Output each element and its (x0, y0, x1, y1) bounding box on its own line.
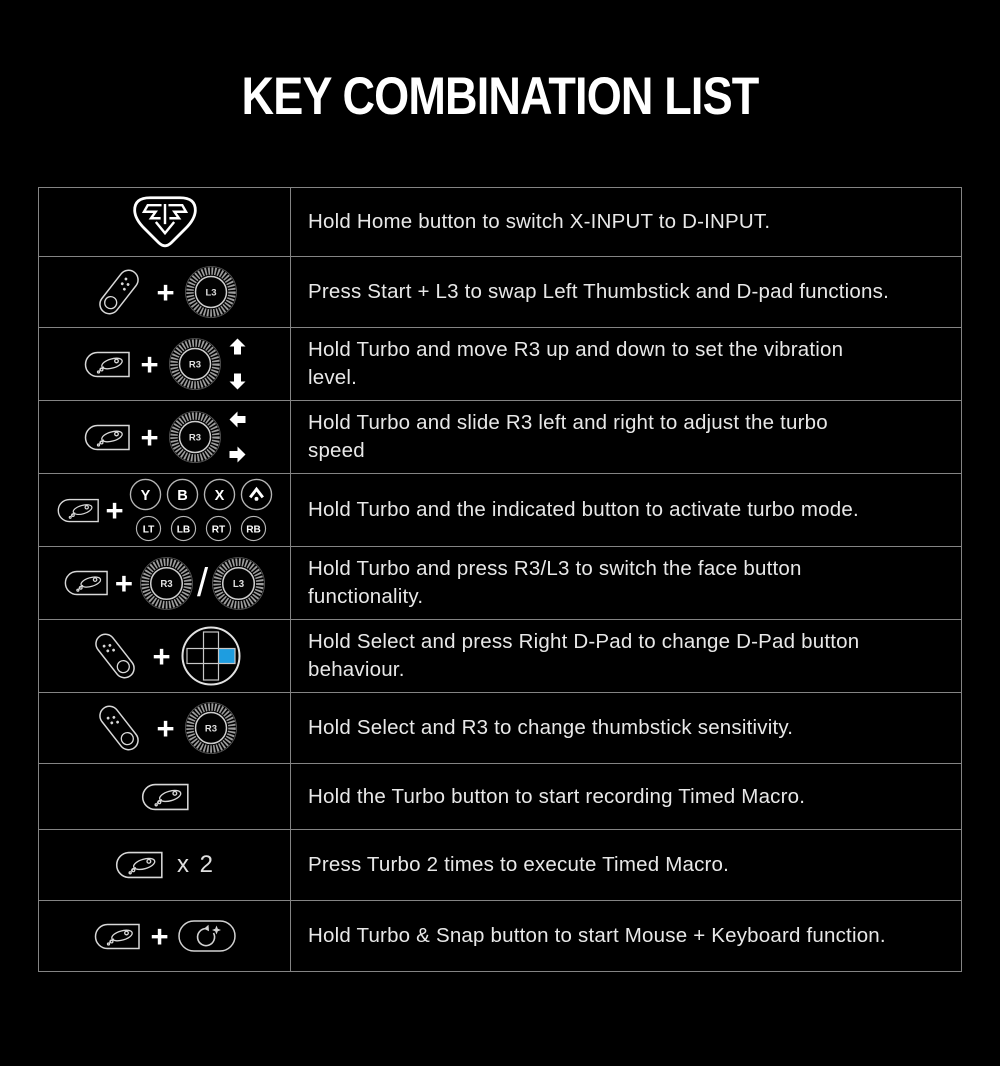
turbo-button-icon (63, 570, 109, 596)
home-logo-icon (127, 194, 203, 250)
combo-cell (39, 830, 291, 900)
table-row (39, 400, 961, 473)
face-buttons-group (129, 478, 273, 542)
svg-text:LB: LB (176, 524, 190, 536)
plus-separator: + (152, 638, 171, 674)
arrow-down-icon (229, 373, 246, 390)
description-cell (291, 474, 961, 546)
combo-description: Hold Turbo and the indicated button to activate turbo mode. (308, 498, 859, 521)
snap-button-icon (178, 920, 236, 952)
thumbstick-label: L3 (232, 578, 245, 590)
select-button-icon (87, 628, 143, 684)
thumbstick-label: L3 (205, 287, 217, 299)
combo-description: Hold the Turbo button to start recording Timed Macro. (308, 784, 806, 808)
description-cell (291, 547, 961, 619)
select-button-icon (91, 700, 147, 756)
shoulder-button-lb (170, 515, 197, 542)
turbo-button-icon (93, 923, 141, 950)
table-row (39, 829, 961, 900)
thumbstick-label: R3 (160, 578, 173, 590)
page-title: KEY COMBINATION LIST (241, 67, 759, 126)
combo-description: level. (308, 366, 358, 389)
description-cell (291, 188, 961, 256)
face-button-x (203, 478, 236, 511)
combo-description: Press Start + L3 to swap Left Thumbstick and D-pad functions. (308, 280, 889, 303)
thumbstick-l3-icon (184, 265, 238, 319)
arrow-left-icon (229, 411, 246, 428)
table-row (39, 619, 961, 692)
leftright-arrows (229, 411, 246, 463)
svg-text:Y: Y (140, 487, 150, 504)
plus-separator: + (140, 346, 159, 382)
combo-cell (39, 693, 291, 763)
table-row (39, 763, 961, 829)
combo-cell (39, 620, 291, 692)
description-cell (291, 830, 961, 900)
table-row (39, 546, 961, 619)
description-cell (291, 693, 961, 763)
table-row (39, 692, 961, 763)
combo-cell (39, 401, 291, 473)
slash-separator: / (196, 561, 209, 605)
combo-description: Hold Select and press Right D-Pad to change D-Pad button (308, 630, 860, 653)
combo-cell (39, 188, 291, 256)
svg-text:RT: RT (211, 524, 225, 536)
turbo-button-icon (83, 424, 131, 451)
description-cell (291, 620, 961, 692)
combo-cell (39, 474, 291, 546)
thumbstick-l3-icon (211, 556, 266, 611)
combo-description: behaviour. (308, 658, 405, 681)
combo-cell (39, 547, 291, 619)
plus-separator: + (105, 492, 124, 528)
combo-cell (39, 764, 291, 829)
combo-description: Hold Turbo and press R3/L3 to switch the face button (308, 557, 802, 580)
plus-separator: + (156, 710, 175, 746)
combo-description: Hold Turbo and move R3 up and down to set the vibration (308, 338, 844, 361)
plus-separator: + (140, 419, 159, 455)
svg-text:B: B (176, 487, 188, 504)
combo-description: Hold Select and R3 to change thumbstick sensitivity. (308, 716, 794, 739)
shoulder-button-lt (135, 515, 162, 542)
face-button-a (240, 478, 273, 511)
combo-description: functionality. (308, 585, 424, 608)
plus-separator: + (156, 274, 175, 310)
key-combination-table (38, 187, 962, 972)
times-2-label: x 2 (176, 851, 215, 878)
description-cell (291, 764, 961, 829)
table-row (39, 188, 961, 256)
dpad-right-icon (180, 625, 242, 687)
table-row (39, 900, 961, 971)
thumbstick-r3-icon (184, 701, 238, 755)
svg-text:LT: LT (142, 524, 154, 536)
turbo-button-icon (140, 783, 190, 811)
description-cell (291, 328, 961, 400)
shoulder-button-rt (205, 515, 232, 542)
table-row (39, 256, 961, 327)
table-row (39, 473, 961, 546)
combo-description: Hold Turbo and slide R3 left and right to adjust the turbo (308, 411, 828, 434)
arrow-right-icon (229, 446, 246, 463)
combo-description: Hold Turbo & Snap button to start Mouse + Keyboard function. (308, 924, 886, 947)
table-row (39, 327, 961, 400)
combo-description: Press Turbo 2 times to execute Timed Macro. (308, 853, 730, 876)
combo-description: speed (308, 439, 365, 462)
plus-separator: + (150, 918, 169, 954)
thumbstick-label: R3 (188, 432, 201, 444)
updown-arrows (229, 338, 246, 390)
shoulder-button-rb (240, 515, 267, 542)
turbo-button-icon (56, 498, 100, 523)
plus-separator: + (114, 565, 133, 601)
thumbstick-r3-icon (168, 410, 222, 464)
combo-description: Hold Home button to switch X-INPUT to D-INPUT. (308, 210, 771, 233)
description-cell (291, 401, 961, 473)
description-cell (291, 901, 961, 971)
dpad-right-highlight (218, 649, 234, 664)
svg-text:X: X (214, 487, 224, 504)
arrow-up-icon (229, 338, 246, 355)
combo-cell (39, 901, 291, 971)
svg-text:RB: RB (245, 524, 261, 536)
thumbstick-label: R3 (204, 723, 217, 735)
thumbstick-label: R3 (188, 359, 201, 371)
turbo-button-icon (114, 851, 164, 879)
face-button-b (166, 478, 199, 511)
turbo-button-icon (83, 351, 131, 378)
description-cell (291, 257, 961, 327)
thumbstick-r3-icon (168, 337, 222, 391)
face-button-y (129, 478, 162, 511)
thumbstick-r3-icon (139, 556, 194, 611)
start-button-icon (91, 264, 147, 320)
combo-cell (39, 257, 291, 327)
combo-cell (39, 328, 291, 400)
